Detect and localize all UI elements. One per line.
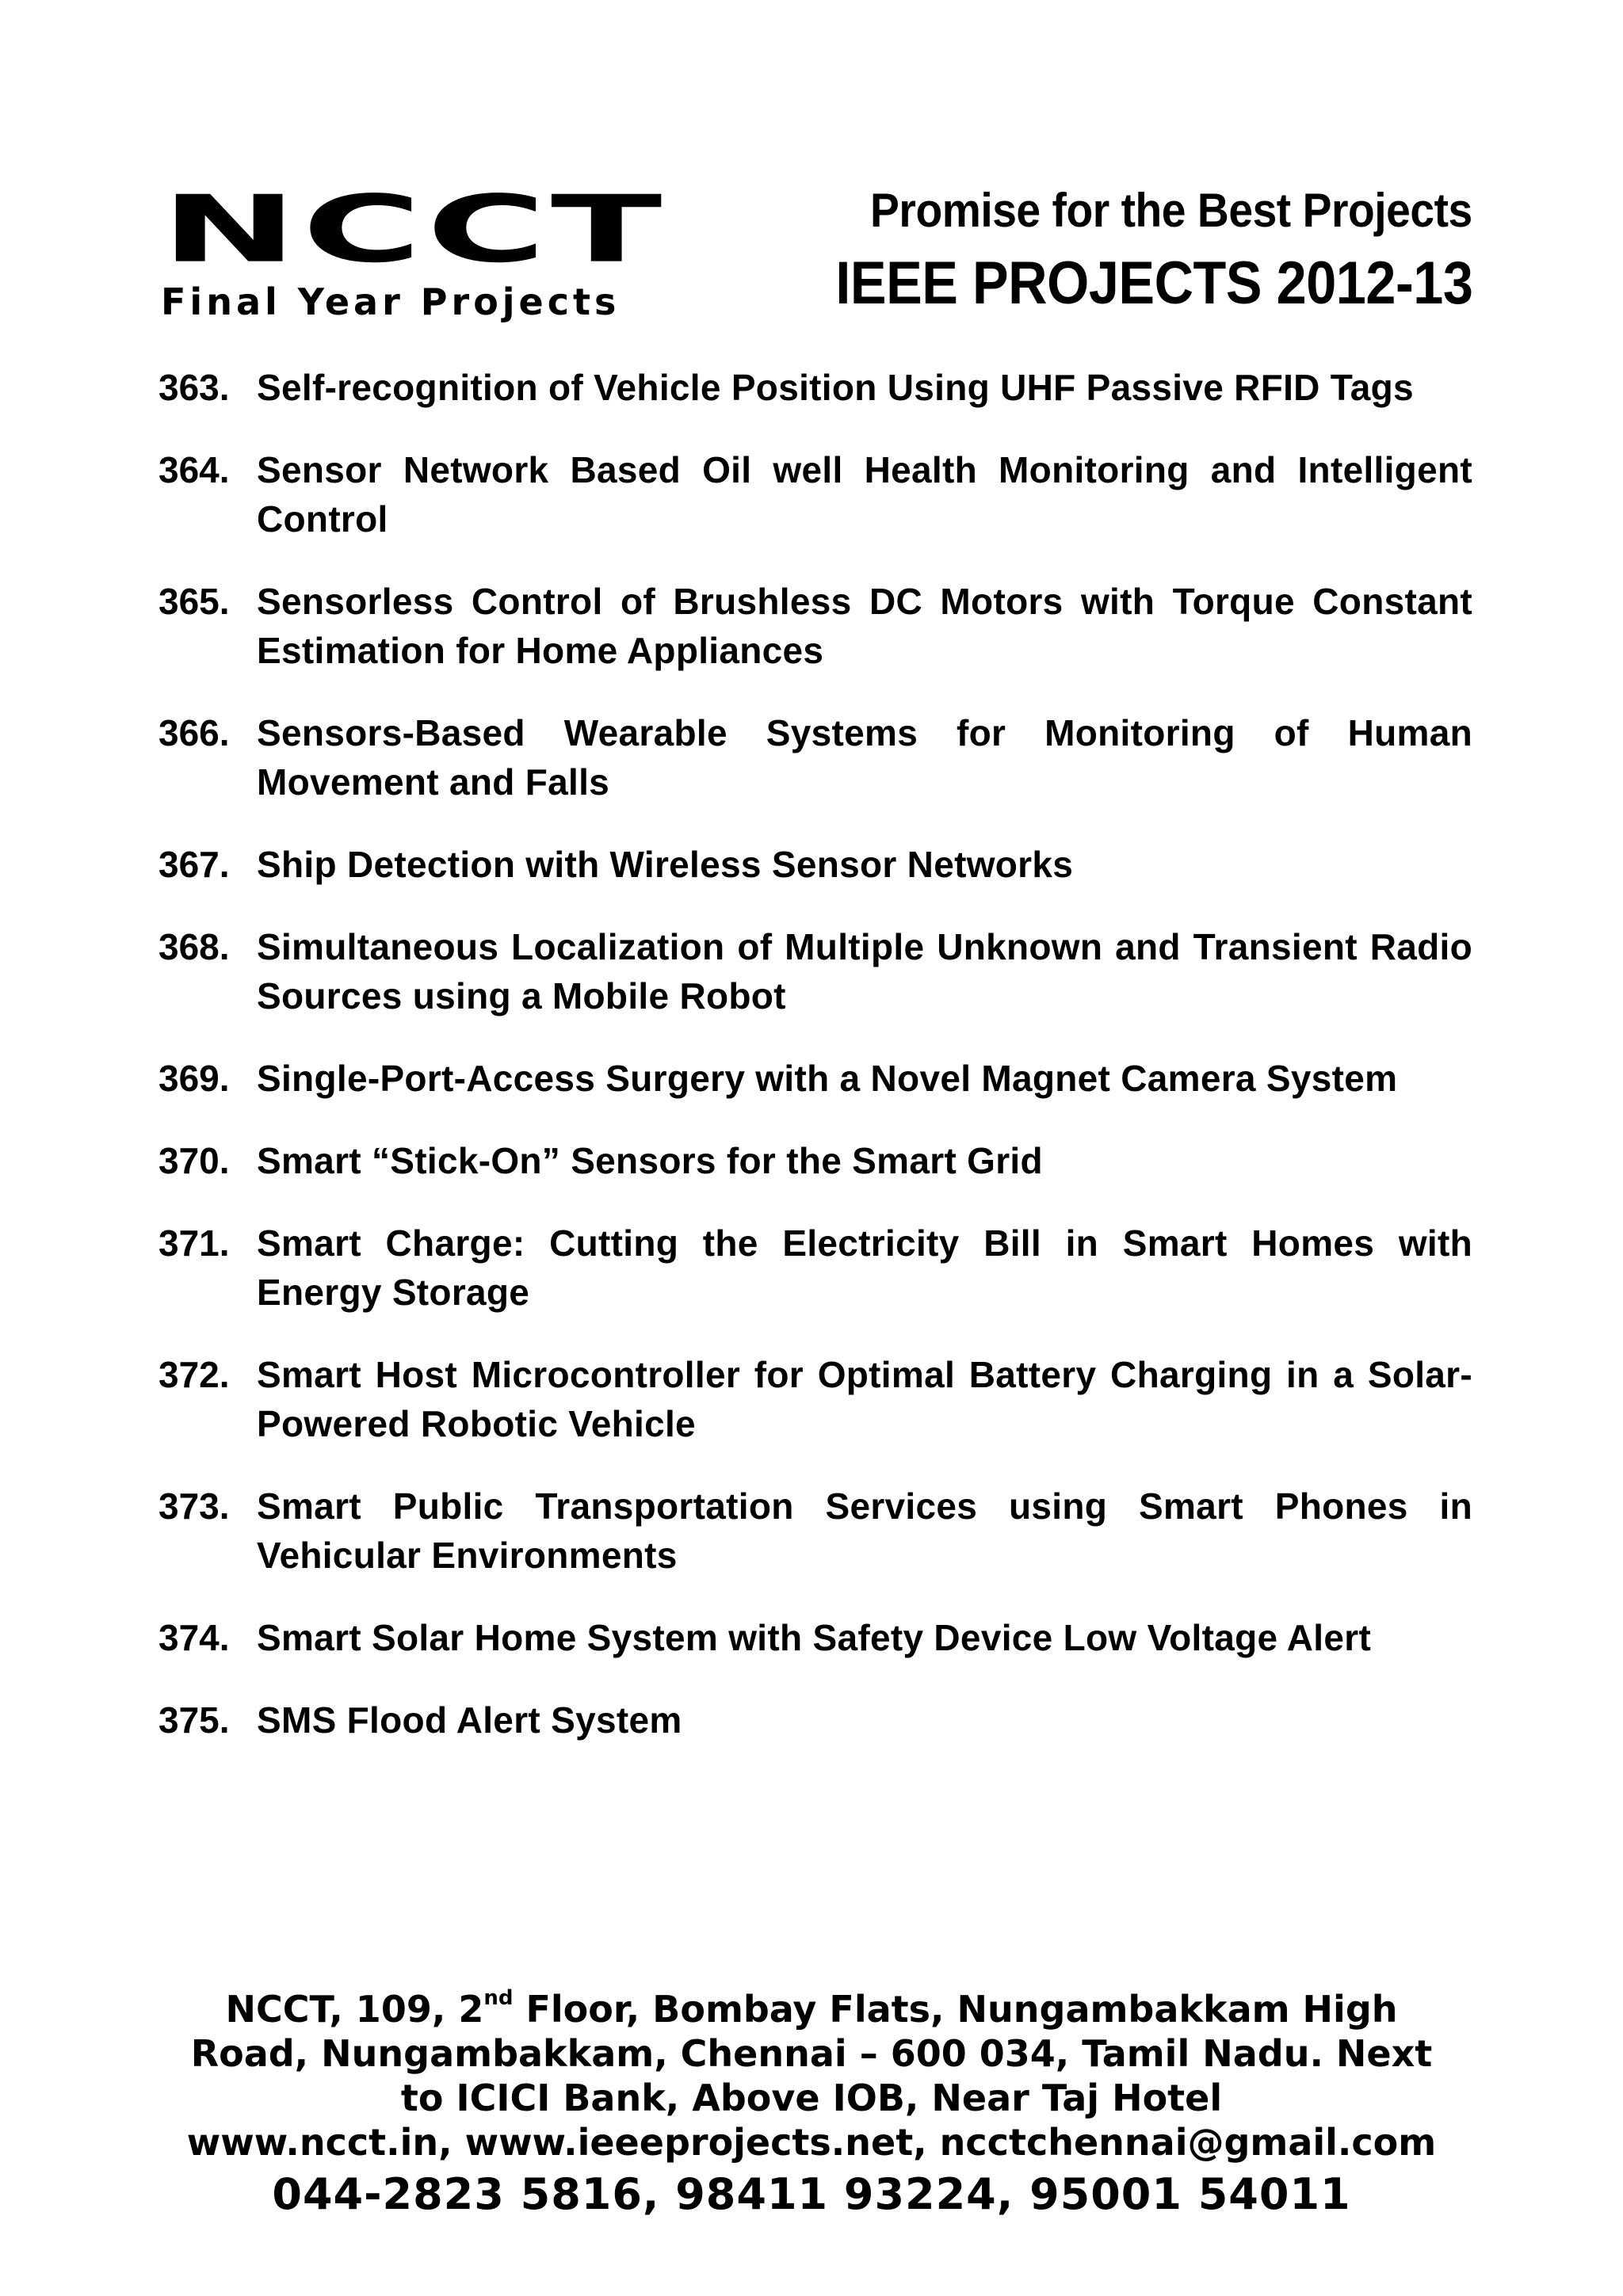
list-item xyxy=(158,1054,1472,1103)
project-number: 368. xyxy=(158,926,230,967)
project-number: 374. xyxy=(158,1617,230,1658)
contact-footer xyxy=(135,1987,1488,2223)
project-title: Self-recognition of Vehicle Position Using UHF Passive RFID Tags xyxy=(257,367,1414,408)
address-line-1 xyxy=(135,1987,1488,2031)
project-number: 373. xyxy=(158,1486,230,1527)
project-title: Smart Host Microcontroller for Optimal Battery Charging in a Solar-Powered Robotic Vehicle xyxy=(257,1354,1472,1444)
project-title: Single-Port-Access Surgery with a Novel Magnet Camera System xyxy=(257,1058,1398,1099)
project-title: Smart Charge: Cutting the Electricity Bill in Smart Homes with Energy Storage xyxy=(257,1222,1472,1313)
project-title: Sensorless Control of Brushless DC Motors with Torque Constant Estimation for Home Appliances xyxy=(257,581,1472,671)
list-item xyxy=(158,840,1472,889)
address-line-3: to ICICI Bank, Above IOB, Near Taj Hotel xyxy=(400,2077,1223,2119)
list-item xyxy=(158,1136,1472,1185)
project-title: Smart “Stick-On” Sensors for the Smart Grid xyxy=(257,1140,1043,1181)
project-title: SMS Flood Alert System xyxy=(257,1699,682,1741)
project-title: Sensor Network Based Oil well Health Monitoring and Intelligent Control xyxy=(257,449,1472,540)
project-number: 371. xyxy=(158,1222,230,1264)
edition-title: IEEE PROJECTS 2012-13 xyxy=(834,250,1472,317)
address-line-1-start: NCCT, 109, 2 xyxy=(225,1988,484,2031)
list-item xyxy=(158,1482,1472,1580)
logo-text: NCCT xyxy=(161,176,667,284)
project-list xyxy=(158,363,1472,1778)
ncct-logo xyxy=(161,176,716,323)
project-title: Sensors-Based Wearable Systems for Monitoring of Human Movement and Falls xyxy=(257,712,1472,803)
project-number: 366. xyxy=(158,712,230,753)
project-number: 370. xyxy=(158,1140,230,1181)
tagline: Promise for the Best Projects xyxy=(870,184,1472,237)
project-number: 369. xyxy=(158,1058,230,1099)
project-title: Simultaneous Localization of Multiple Unknown and Transient Radio Sources using a Mobile Robot xyxy=(257,926,1472,1016)
logo-subtitle: Final Year Projects xyxy=(161,280,621,323)
phone-numbers: 044-2823 5816, 98411 93224, 95001 54011 xyxy=(272,2169,1351,2219)
project-number: 363. xyxy=(158,367,230,408)
list-item xyxy=(158,708,1472,807)
project-number: 365. xyxy=(158,581,230,622)
ordinal-suffix: nd xyxy=(483,1986,514,2010)
web-contact-line: www.ncct.in, www.ieeeprojects.net, ncctchennai@gmail.com xyxy=(186,2121,1437,2164)
list-item xyxy=(158,445,1472,543)
project-title: Smart Solar Home System with Safety Device Low Voltage Alert xyxy=(257,1617,1372,1658)
list-item xyxy=(158,1695,1472,1745)
list-item xyxy=(158,577,1472,675)
project-number: 367. xyxy=(158,844,230,885)
address-line-1-end: Floor, Bombay Flats, Nungambakkam High xyxy=(513,1988,1398,2031)
list-item xyxy=(158,1350,1472,1448)
page-header xyxy=(0,0,1623,341)
project-number: 375. xyxy=(158,1699,230,1741)
list-item xyxy=(158,1613,1472,1662)
project-number: 372. xyxy=(158,1354,230,1395)
address-line-2: Road, Nungambakkam, Chennai – 600 034, Tamil Nadu. Next xyxy=(190,2032,1433,2075)
project-title: Smart Public Transportation Services using Smart Phones in Vehicular Environments xyxy=(257,1486,1472,1576)
project-number: 364. xyxy=(158,449,230,490)
project-title: Ship Detection with Wireless Sensor Networks xyxy=(257,844,1074,885)
list-item xyxy=(158,363,1472,412)
list-item xyxy=(158,922,1472,1020)
list-item xyxy=(158,1219,1472,1317)
